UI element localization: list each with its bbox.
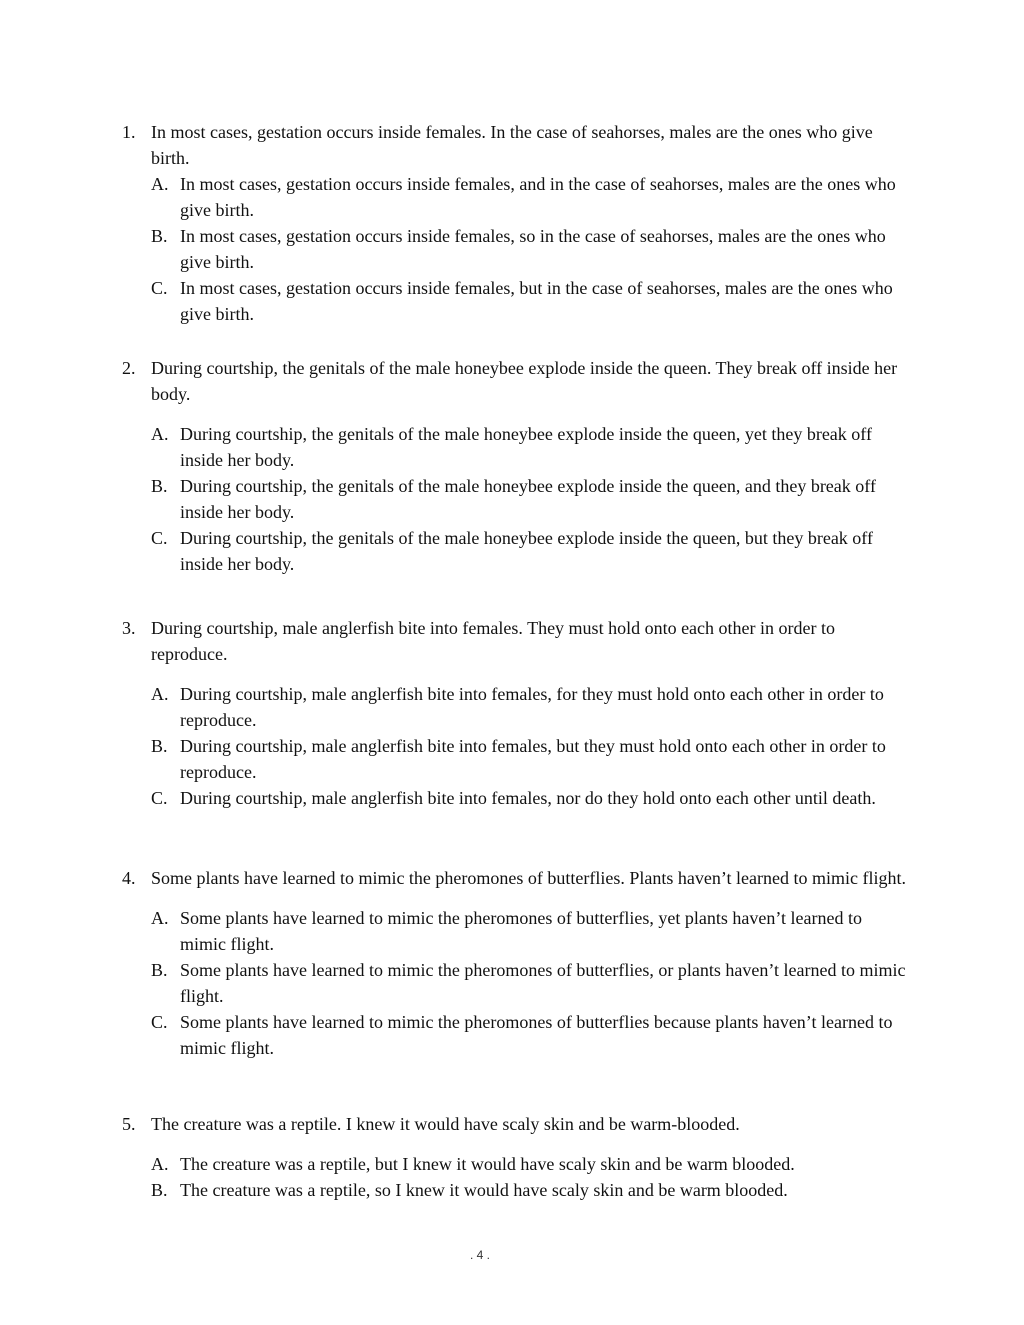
answer-options — [151, 171, 912, 327]
option-letter: A. — [151, 684, 169, 704]
option-a — [151, 905, 912, 957]
option-letter: B. — [151, 960, 168, 980]
question-number: 5. — [122, 1114, 136, 1134]
question-stem — [122, 865, 912, 891]
option-text: The creature was a reptile, but I knew it would have scaly skin and be warm blooded. — [180, 1154, 795, 1174]
question-stem — [122, 1111, 912, 1137]
option-text: During courtship, male anglerfish bite into females, nor do they hold onto each other until death. — [180, 788, 876, 808]
question-number: 3. — [122, 618, 136, 638]
question-number: 1. — [122, 122, 136, 142]
question-text: Some plants have learned to mimic the pheromones of butterflies. Plants haven’t learned to mimic flight. — [151, 868, 906, 888]
option-letter: B. — [151, 736, 168, 756]
option-c — [151, 525, 912, 577]
option-text: During courtship, the genitals of the male honeybee explode inside the queen, and they break off inside her body. — [180, 476, 876, 522]
question-3 — [122, 615, 912, 811]
option-b — [151, 733, 912, 785]
question-text: In most cases, gestation occurs inside females. In the case of seahorses, males are the ones who give birth. — [151, 122, 873, 168]
question-text: The creature was a reptile. I knew it would have scaly skin and be warm-blooded. — [151, 1114, 740, 1134]
option-letter: C. — [151, 788, 168, 808]
option-letter: A. — [151, 1154, 169, 1174]
option-text: During courtship, the genitals of the male honeybee explode inside the queen, but they break off inside her body. — [180, 528, 873, 574]
option-text: During courtship, the genitals of the male honeybee explode inside the queen, yet they break off inside her body. — [180, 424, 872, 470]
question-text: During courtship, male anglerfish bite into females. They must hold onto each other in order to reproduce. — [151, 618, 835, 664]
option-b — [151, 473, 912, 525]
question-number: 4. — [122, 868, 136, 888]
option-a — [151, 681, 912, 733]
option-c — [151, 275, 912, 327]
option-text: In most cases, gestation occurs inside females, so in the case of seahorses, males are the ones who give birth. — [180, 226, 886, 272]
option-text: During courtship, male anglerfish bite into females, for they must hold onto each other in order to reproduce. — [180, 684, 884, 730]
option-a — [151, 421, 912, 473]
option-text: Some plants have learned to mimic the pheromones of butterflies, yet plants haven’t learned to mimic flight. — [180, 908, 862, 954]
option-text: Some plants have learned to mimic the pheromones of butterflies, or plants haven’t learned to mimic flight. — [180, 960, 906, 1006]
option-c — [151, 785, 912, 811]
page-number: . 4 . — [469, 1248, 490, 1262]
option-letter: C. — [151, 278, 168, 298]
answer-options — [151, 681, 912, 811]
option-letter: A. — [151, 424, 169, 444]
option-b — [151, 1177, 912, 1203]
question-number: 2. — [122, 358, 136, 378]
option-text: Some plants have learned to mimic the pheromones of butterflies because plants haven’t learned to mimic flight. — [180, 1012, 893, 1058]
question-stem — [122, 615, 912, 667]
option-text: In most cases, gestation occurs inside females, and in the case of seahorses, males are the ones who give birth. — [180, 174, 896, 220]
option-letter: A. — [151, 174, 169, 194]
option-text: During courtship, male anglerfish bite into females, but they must hold onto each other in order to reproduce. — [180, 736, 886, 782]
answer-options — [151, 421, 912, 577]
option-letter: A. — [151, 908, 169, 928]
option-letter: C. — [151, 528, 168, 548]
answer-options — [151, 905, 912, 1061]
option-text: The creature was a reptile, so I knew it would have scaly skin and be warm blooded. — [180, 1180, 788, 1200]
question-stem — [122, 119, 912, 171]
question-stem — [122, 355, 912, 407]
question-text: During courtship, the genitals of the male honeybee explode inside the queen. They break off inside her body. — [151, 358, 898, 404]
option-b — [151, 223, 912, 275]
option-c — [151, 1009, 912, 1061]
answer-options — [151, 1151, 912, 1203]
option-letter: B. — [151, 1180, 168, 1200]
option-a — [151, 1151, 912, 1177]
option-b — [151, 957, 912, 1009]
option-letter: C. — [151, 1012, 168, 1032]
option-text: In most cases, gestation occurs inside females, but in the case of seahorses, males are the ones who give birth. — [180, 278, 893, 324]
question-4 — [122, 865, 912, 1061]
question-5 — [122, 1111, 912, 1203]
option-letter: B. — [151, 476, 168, 496]
option-a — [151, 171, 912, 223]
question-2 — [122, 355, 912, 577]
question-1 — [122, 119, 912, 327]
option-letter: B. — [151, 226, 168, 246]
